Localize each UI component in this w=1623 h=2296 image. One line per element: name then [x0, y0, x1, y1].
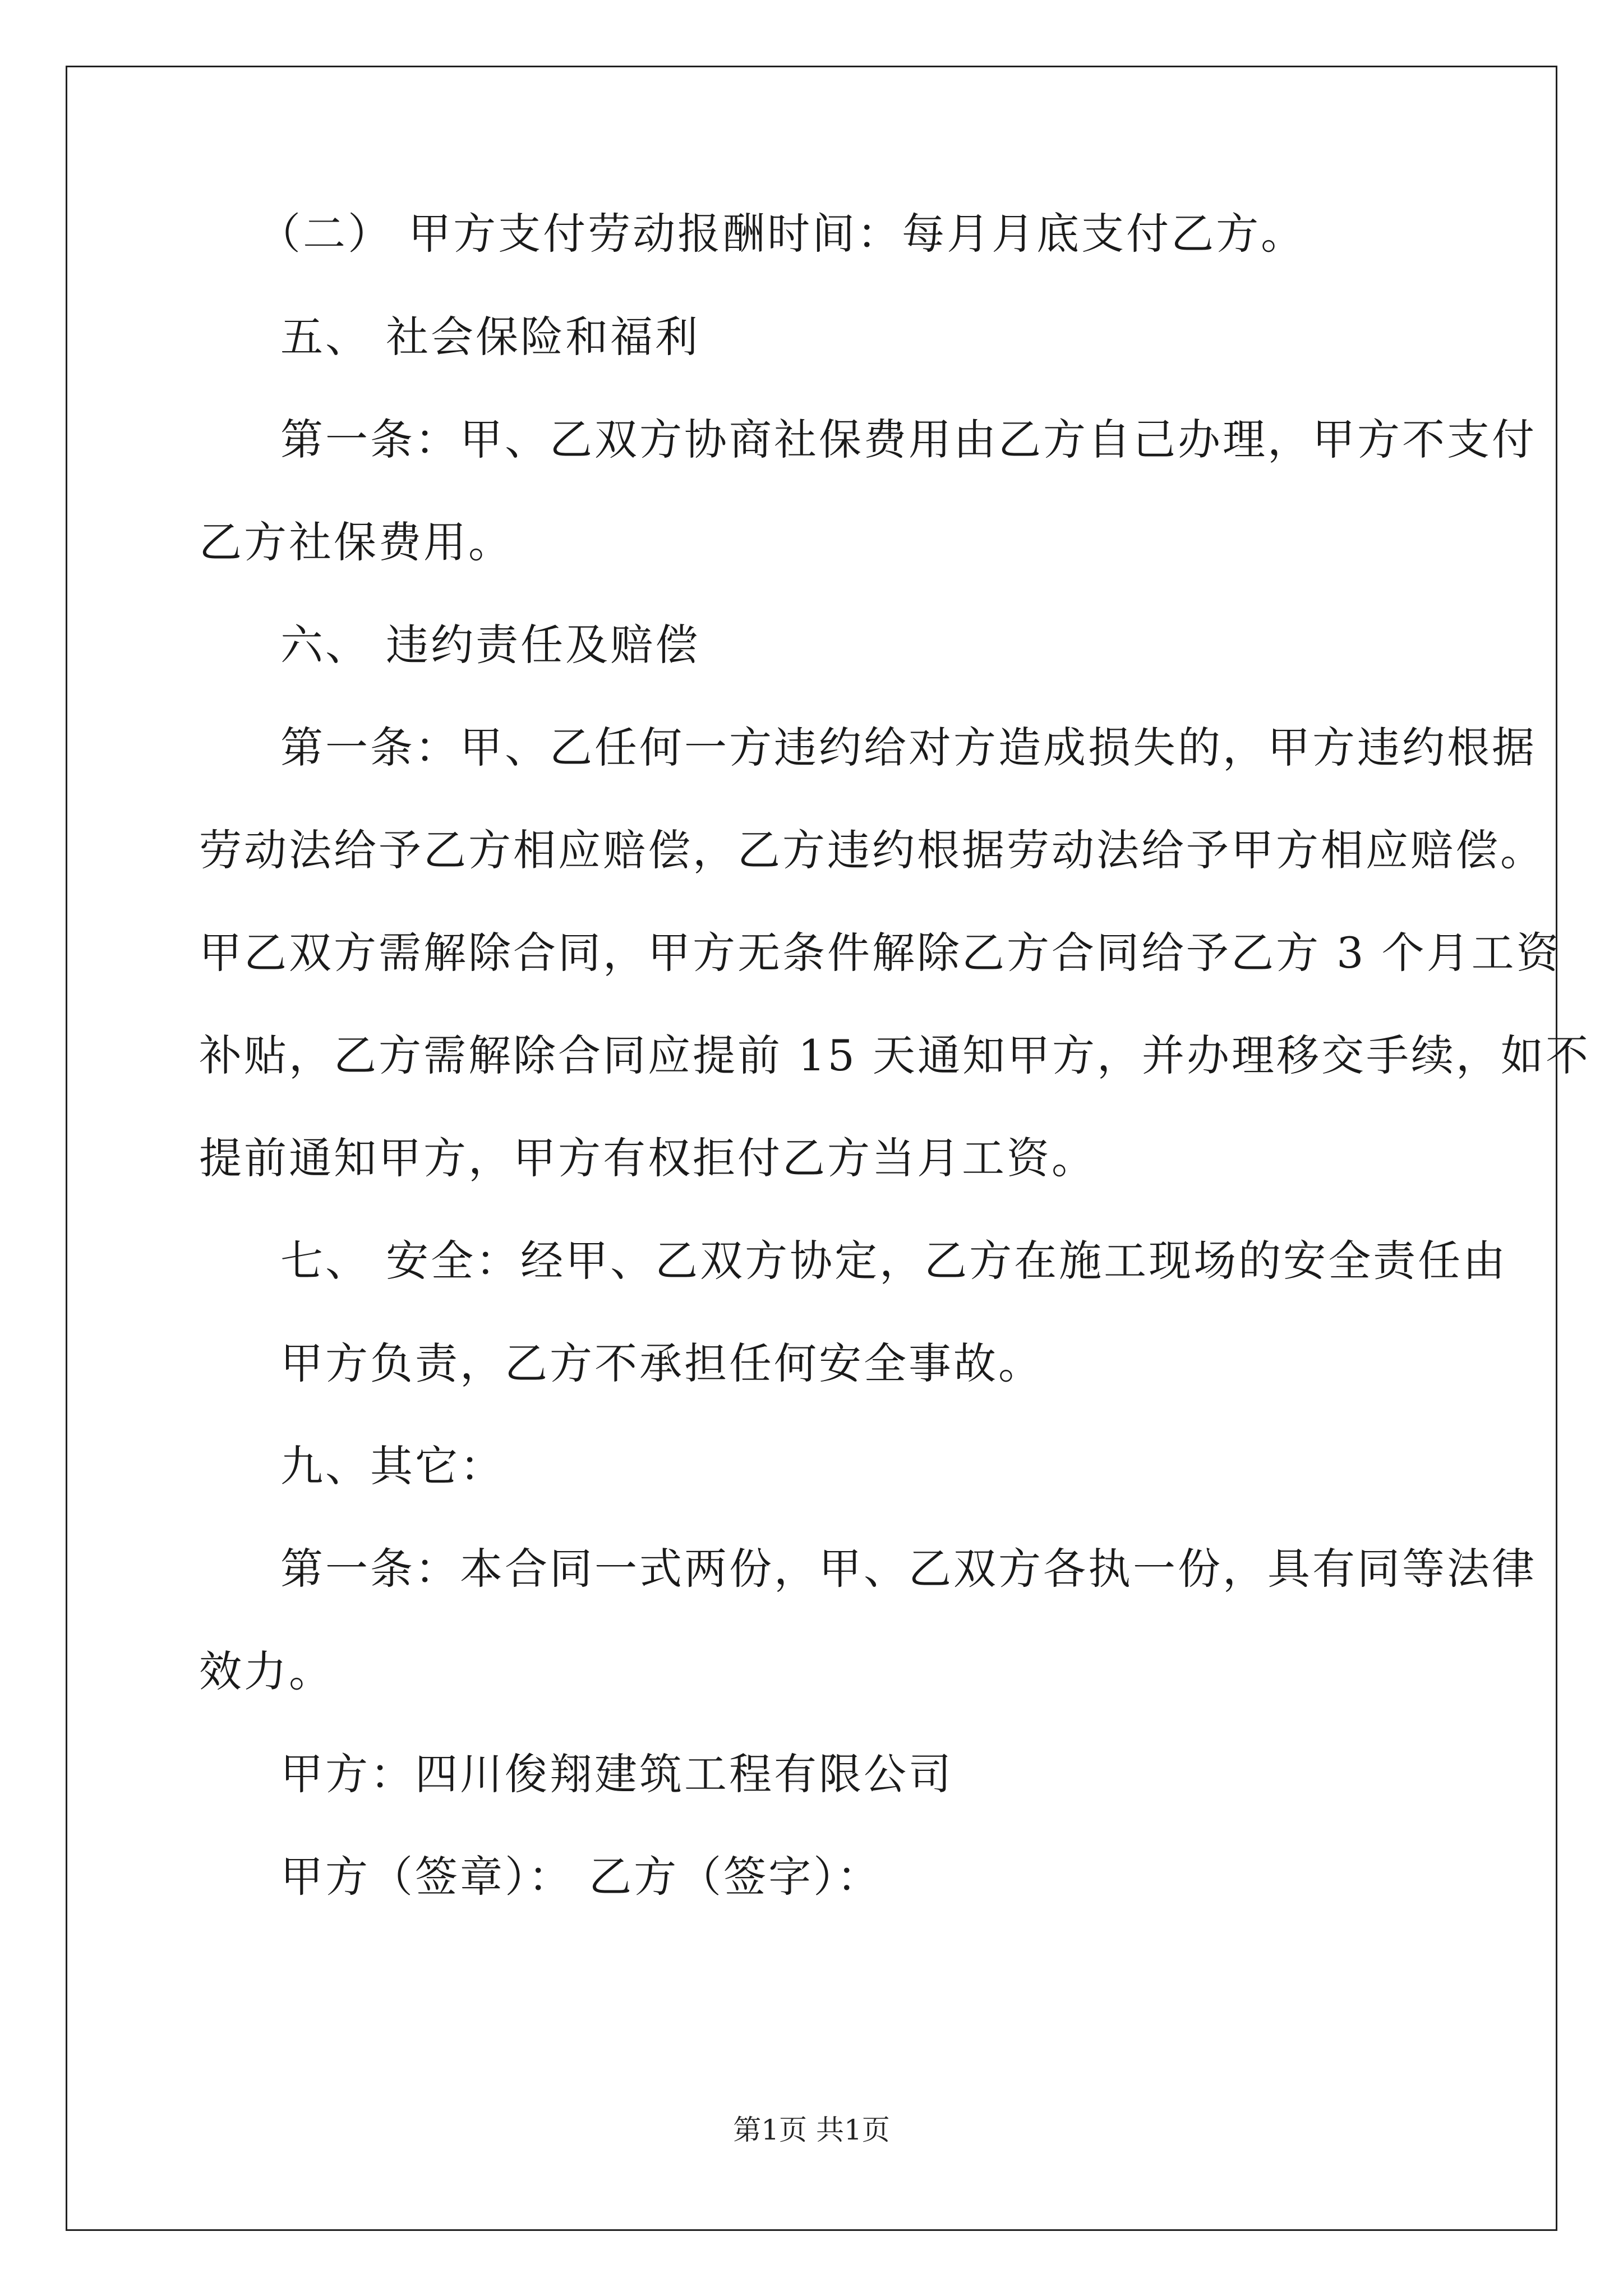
clause-social-insurance-line-1: 第一条：甲、乙双方协商社保费用由乙方自己办理，甲方不支付	[280, 415, 1537, 464]
clause-liability-line-3: 甲乙双方需解除合同，甲方无条件解除乙方合同给予乙方 3 个月工资	[199, 928, 1561, 978]
clause-liability-line-5: 提前通知甲方，甲方有权拒付乙方当月工资。	[199, 1133, 1096, 1183]
section-heading-liability: 六、 违约责任及赔偿	[280, 620, 700, 670]
clause-liability-line-1: 第一条：甲、乙任何一方违约给对方造成损失的，甲方违约根据	[280, 723, 1537, 772]
clause-other-line-2: 效力。	[199, 1646, 334, 1696]
clause-social-insurance-line-2: 乙方社保费用。	[199, 517, 513, 567]
clause-liability-line-4: 补贴，乙方需解除合同应提前 15 天通知甲方，并办理移交手续，如不	[199, 1030, 1591, 1080]
section-heading-safety: 七、 安全：经甲、乙双方协定，乙方在施工现场的安全责任由	[280, 1236, 1508, 1286]
clause-payment-time: （二） 甲方支付劳动报酬时间：每月月底支付乙方。	[258, 209, 1306, 259]
signature-line: 甲方（签章）： 乙方（签字）：	[280, 1852, 882, 1902]
clause-other-line-1: 第一条：本合同一式两份，甲、乙双方各执一份，具有同等法律	[280, 1544, 1537, 1594]
clause-safety-line-2: 甲方负责，乙方不承担任何安全事故。	[280, 1338, 1043, 1388]
section-heading-other: 九、其它：	[280, 1441, 505, 1491]
party-a-name: 甲方：四川俊翔建筑工程有限公司	[280, 1749, 953, 1799]
page-footer: 第1页 共1页	[733, 2114, 890, 2146]
section-heading-social-insurance: 五、 社会保险和福利	[280, 312, 700, 362]
clause-liability-line-2: 劳动法给予乙方相应赔偿，乙方违约根据劳动法给予甲方相应赔偿。	[199, 825, 1545, 875]
